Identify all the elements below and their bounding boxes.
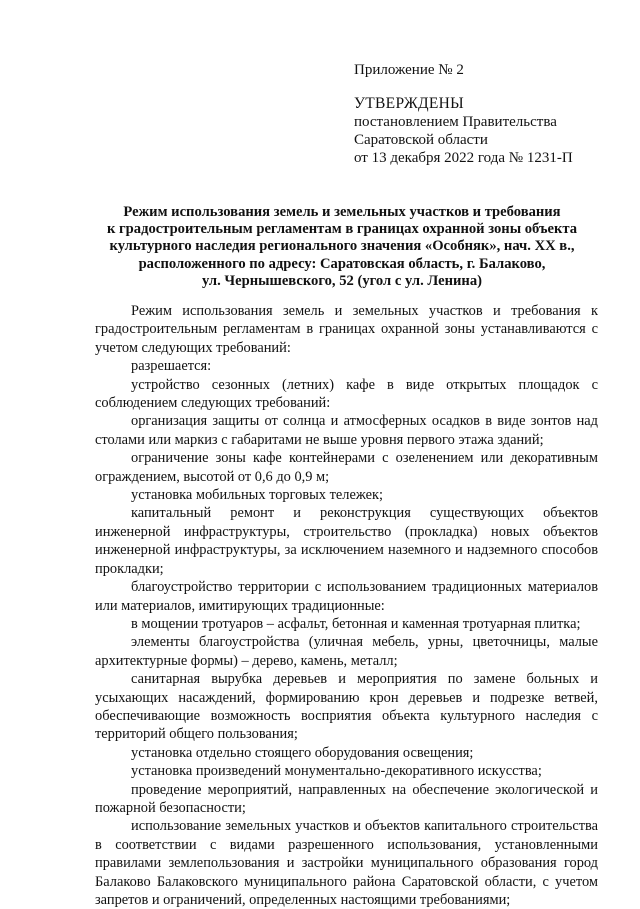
title-line: к градостроительным регламентам в границах охранной зоны объекта — [106, 221, 578, 238]
decree-line-2: Саратовской области — [354, 132, 488, 148]
appendix-label: Приложение № 2 — [354, 62, 464, 78]
decree-line-1: постановлением Правительства — [354, 114, 557, 130]
document-body — [95, 302, 598, 909]
paragraph: в мощении тротуаров – асфальт, бетонная и каменная тротуарная плитка; — [131, 615, 581, 632]
paragraph: разрешается: — [131, 358, 212, 375]
paragraph: установка произведений монументально-декоративного искусства; — [131, 763, 542, 780]
paragraph: элементы благоустройства (уличная мебель, урны, цветочницы, малые архитектурные формы) – дерево, камень, металл; — [95, 634, 598, 669]
paragraph: ограничение зоны кафе контейнерами с озеленением или декоративным ограждением, высотой от 0,6 до 0,9 м; — [95, 450, 598, 485]
title-line: культурного наследия регионального значения «Особняк», нач. XX в., — [109, 238, 575, 255]
approved-label: УТВЕРЖДЕНЫ — [354, 95, 464, 112]
paragraph: Режим использования земель и земельных участков и требования к градостроительным регламентам в границах охранной зоны устанавливаются с учетом следующих требований: — [95, 303, 598, 356]
appendix-block — [354, 61, 624, 167]
paragraph: установка отдельно стоящего оборудования освещения; — [131, 744, 474, 761]
paragraph: проведение мероприятий, направленных на обеспечение экологической и пожарной безопасности; — [95, 781, 598, 816]
paragraph: устройство сезонных (летних) кафе в виде открытых площадок с соблюдением следующих требований: — [95, 376, 598, 412]
paragraph: организация защиты от солнца и атмосферных осадков в виде зонтов над столами или маркиз с габаритами не выше уровня первого этажа зданий; — [95, 413, 598, 448]
title-line: расположенного по адресу: Саратовская область, г. Балаково, — [138, 255, 546, 272]
paragraph: благоустройство территории с использованием традиционных материалов или материалов, имитирующих традиционные: — [95, 579, 598, 614]
paragraph: санитарная вырубка деревьев и мероприятия по замене больных и усыхающих насаждений, формированию крон деревьев и подрезке ветвей, обеспечивающие возможность восприятия объекта культурного наследия с территорий общего пользования; — [95, 671, 598, 743]
paragraph: установка мобильных торговых тележек; — [131, 487, 383, 504]
title-line: ул. Чернышевского, 52 (угол с ул. Ленина) — [201, 272, 482, 289]
decree-line-3: от 13 декабря 2022 года № 1231-П — [354, 150, 573, 166]
title-line: Режим использования земель и земельных участков и требования — [123, 204, 561, 220]
paragraph: капитальный ремонт и реконструкция существующих объектов инженерной инфраструктуры, строительство (прокладка) новых объектов инженерной инфраструктуры, за исключением наземного и надземного способов прокладки; — [95, 505, 598, 577]
document-title — [92, 204, 592, 290]
paragraph: использование земельных участков и объектов капитального строительства в соответствии с видами разрешенного использования, установленными правилами землепользования и застройки муниципального образования город Балаково Балаковского муниципального района Саратовской области, с учетом запретов и ограничений, определенных настоящими требованиями; — [95, 818, 598, 908]
